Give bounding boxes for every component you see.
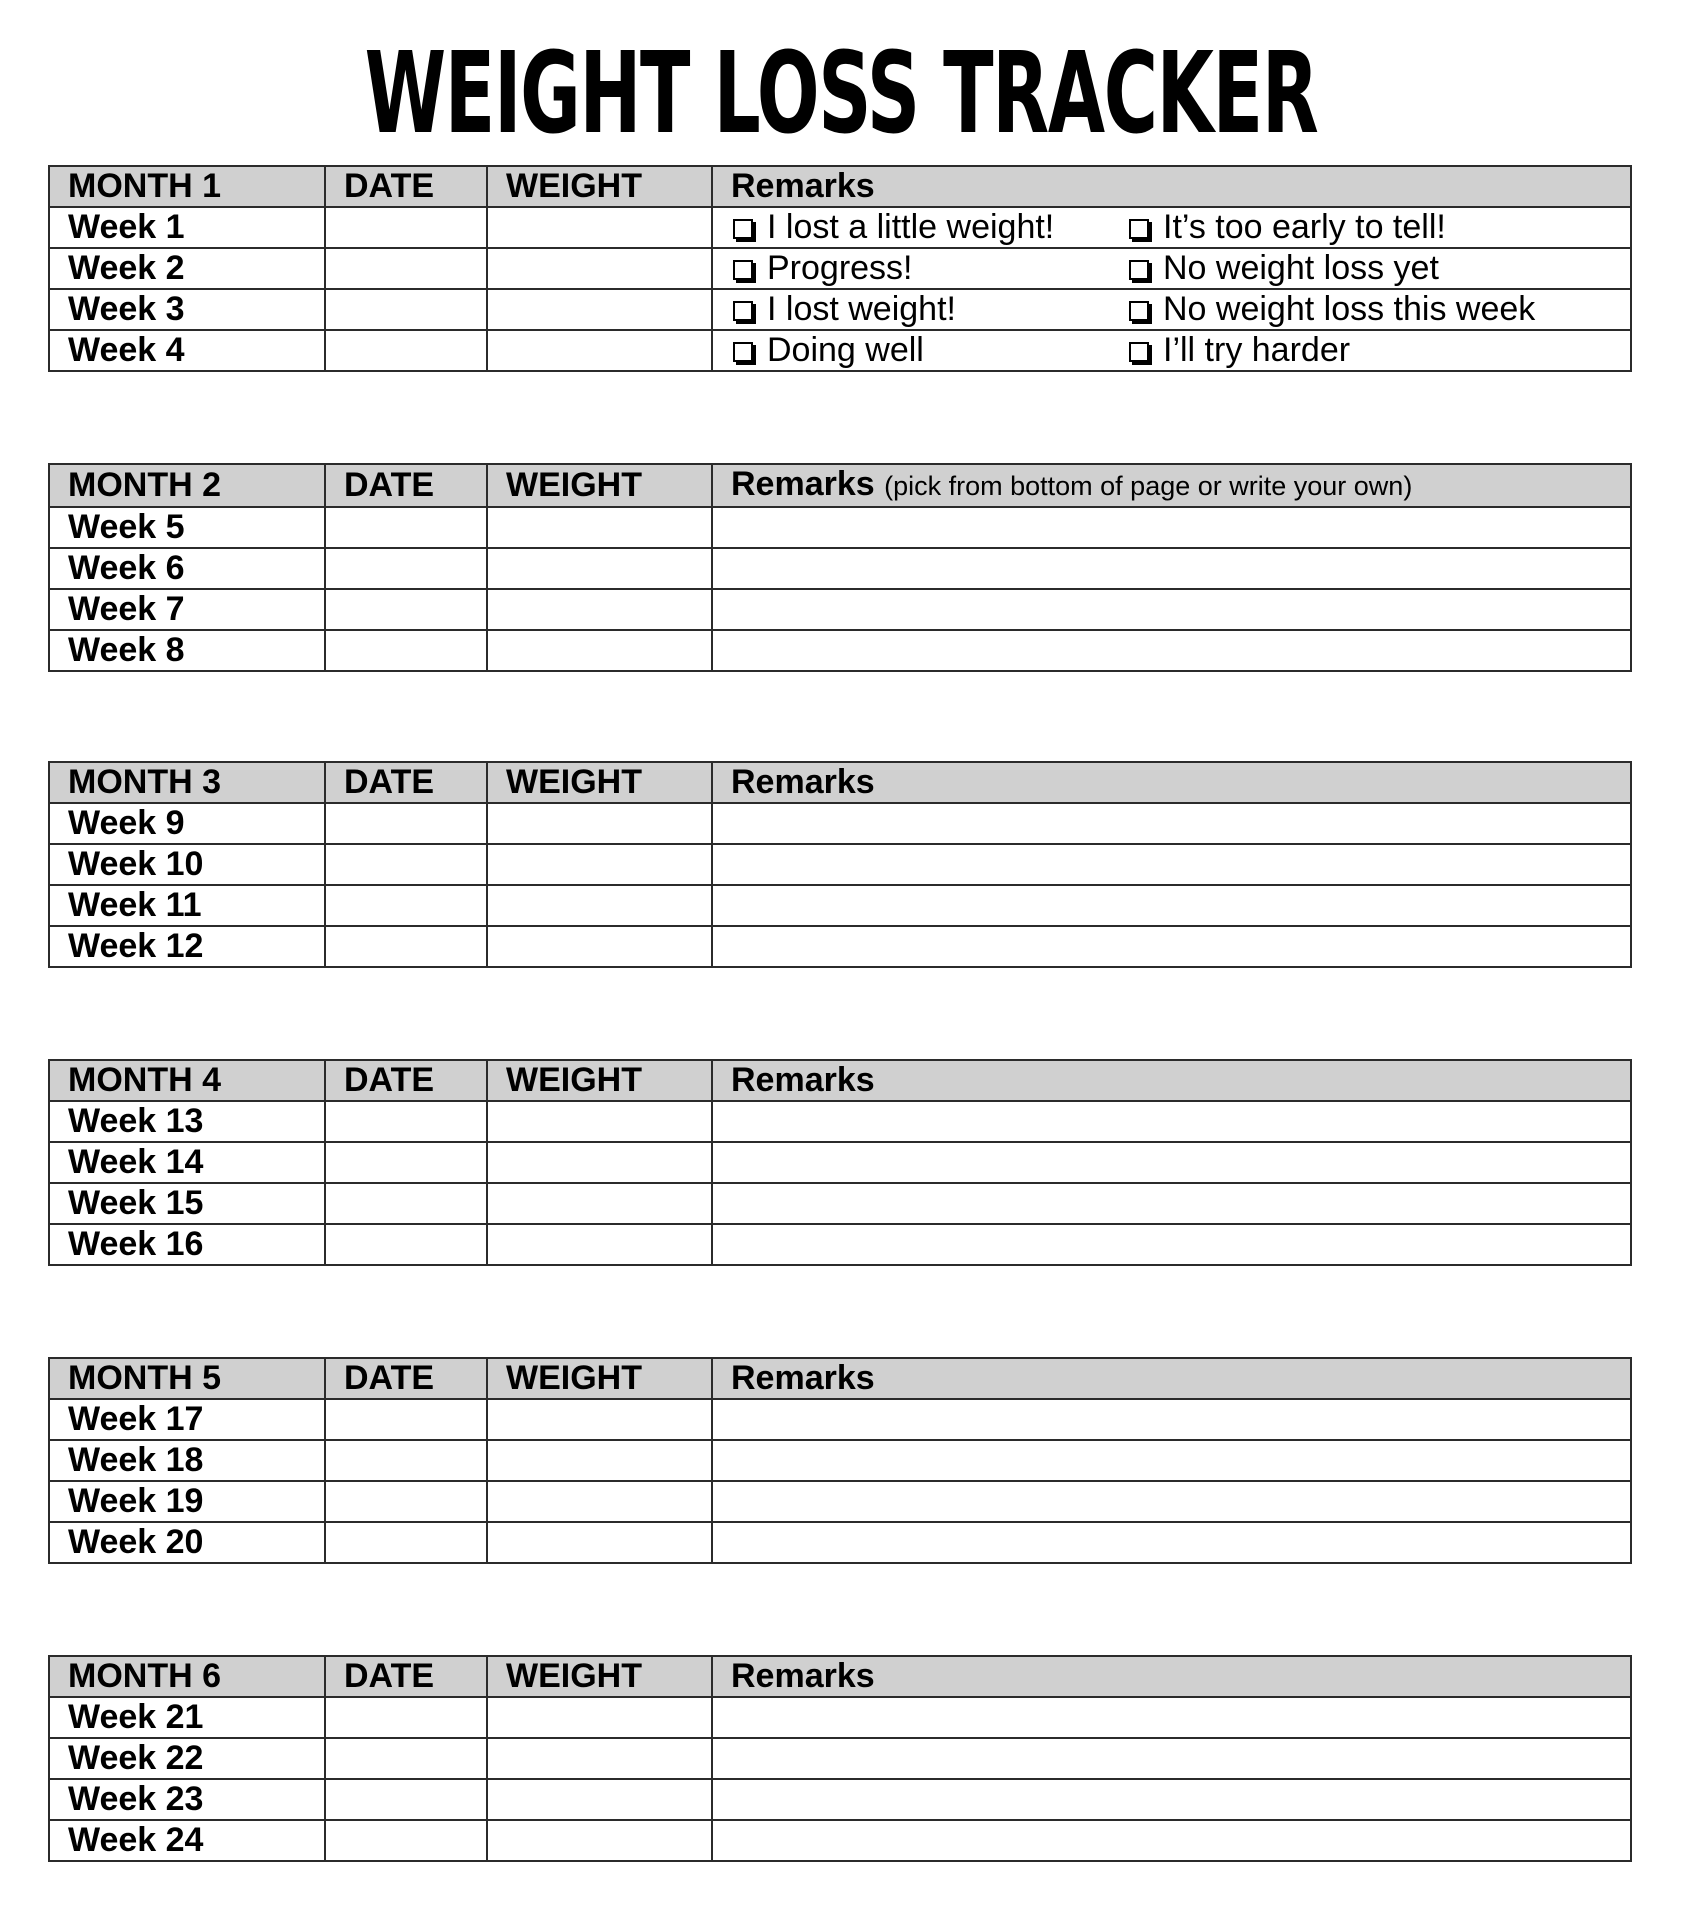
date-cell[interactable] [325,1142,487,1183]
weight-cell[interactable] [487,885,712,926]
table-row [49,207,1631,248]
weight-cell[interactable] [487,803,712,844]
table-row [49,289,1631,330]
date-cell[interactable] [325,1224,487,1265]
remarks-column-header: Remarks [712,1656,1631,1697]
week-label: Week 1 [49,207,325,248]
weight-column-header: WEIGHT [487,762,712,803]
remarks-options-cell [712,289,1631,330]
month-3-table [48,761,1632,968]
weight-cell[interactable] [487,926,712,967]
remarks-column-header: Remarks [712,1060,1631,1101]
remarks-cell[interactable] [712,589,1631,630]
page-title: WEIGHT LOSS TRACKER [364,29,1318,159]
table-row [49,630,1631,671]
table-row [49,1142,1631,1183]
weight-column-header: WEIGHT [487,1060,712,1101]
weight-cell[interactable] [487,1399,712,1440]
remarks-cell[interactable] [712,1101,1631,1142]
weight-cell[interactable] [487,1820,712,1861]
checkbox-icon[interactable] [733,342,753,362]
remark-option[interactable] [1129,249,1525,288]
week-label: Week 15 [49,1183,325,1224]
table-header-row [49,166,1631,207]
table-row [49,1183,1631,1224]
week-label: Week 22 [49,1738,325,1779]
table-row [49,1820,1631,1861]
weight-cell[interactable] [487,1738,712,1779]
weight-cell[interactable] [487,1183,712,1224]
date-cell[interactable] [325,1183,487,1224]
week-label: Week 8 [49,630,325,671]
table-row [49,1779,1631,1820]
week-label: Week 14 [49,1142,325,1183]
week-label: Week 17 [49,1399,325,1440]
date-cell[interactable] [325,330,487,371]
date-cell[interactable] [325,207,487,248]
table-row [49,1440,1631,1481]
week-label: Week 16 [49,1224,325,1265]
weight-cell[interactable] [487,248,712,289]
weight-cell[interactable] [487,1522,712,1563]
remarks-cell[interactable] [712,1820,1631,1861]
month-2-table [48,463,1632,672]
month-label: MONTH 6 [49,1656,325,1697]
checkbox-icon[interactable] [733,219,753,239]
date-cell[interactable] [325,1779,487,1820]
remarks-header-note: (pick from bottom of page or write your own) [884,471,1413,501]
month-6-table [48,1655,1632,1862]
remarks-column-header [712,464,1631,507]
table-header-row [49,464,1631,507]
remarks-cell[interactable] [712,507,1631,548]
date-cell[interactable] [325,844,487,885]
week-label: Week 13 [49,1101,325,1142]
checkbox-icon[interactable] [733,260,753,280]
week-label: Week 23 [49,1779,325,1820]
date-cell[interactable] [325,507,487,548]
weight-cell[interactable] [487,1101,712,1142]
remark-option[interactable] [1129,331,1525,370]
remark-option-label: It’s too early to tell! [1163,208,1446,246]
date-cell[interactable] [325,248,487,289]
remarks-cell[interactable] [712,1183,1631,1224]
date-cell[interactable] [325,289,487,330]
month-4-table [48,1059,1632,1266]
week-label: Week 2 [49,248,325,289]
date-column-header: DATE [325,464,487,507]
week-label: Week 4 [49,330,325,371]
weight-cell[interactable] [487,1440,712,1481]
table-row [49,1481,1631,1522]
remarks-options-cell [712,330,1631,371]
weight-cell[interactable] [487,844,712,885]
checkbox-icon[interactable] [733,301,753,321]
remark-option-label: Progress! [767,249,913,287]
month-label: MONTH 4 [49,1060,325,1101]
remarks-cell[interactable] [712,1142,1631,1183]
week-label: Week 11 [49,885,325,926]
table-row [49,926,1631,967]
date-cell[interactable] [325,1738,487,1779]
table-row [49,248,1631,289]
week-label: Week 9 [49,803,325,844]
remarks-column-header: Remarks [712,1358,1631,1399]
remark-option[interactable] [733,290,1129,329]
remarks-cell[interactable] [712,1399,1631,1440]
date-cell[interactable] [325,1399,487,1440]
week-label: Week 5 [49,507,325,548]
weight-cell[interactable] [487,1481,712,1522]
remarks-cell[interactable] [712,1481,1631,1522]
week-label: Week 24 [49,1820,325,1861]
date-column-header: DATE [325,1656,487,1697]
remarks-cell[interactable] [712,844,1631,885]
date-cell[interactable] [325,630,487,671]
remark-option[interactable] [1129,208,1525,247]
remark-option[interactable] [1129,290,1536,329]
remark-option-label: No weight loss this week [1163,290,1536,328]
week-label: Week 18 [49,1440,325,1481]
weight-column-header: WEIGHT [487,464,712,507]
weight-cell[interactable] [487,1697,712,1738]
table-row [49,330,1631,371]
table-header-row [49,1656,1631,1697]
table-row [49,1738,1631,1779]
weight-cell[interactable] [487,548,712,589]
table-row [49,507,1631,548]
weight-cell[interactable] [487,289,712,330]
table-header-row [49,1358,1631,1399]
month-1-table [48,165,1632,372]
date-cell[interactable] [325,548,487,589]
week-label: Week 21 [49,1697,325,1738]
weight-cell[interactable] [487,207,712,248]
remark-option-label: I’ll try harder [1163,331,1351,369]
weight-cell[interactable] [487,507,712,548]
week-label: Week 7 [49,589,325,630]
week-label: Week 20 [49,1522,325,1563]
remarks-cell[interactable] [712,926,1631,967]
date-cell[interactable] [325,1481,487,1522]
date-column-header: DATE [325,762,487,803]
week-label: Week 12 [49,926,325,967]
remark-option[interactable] [733,249,1129,288]
remarks-options-cell [712,207,1631,248]
weight-cell[interactable] [487,330,712,371]
remarks-cell[interactable] [712,548,1631,589]
week-label: Week 19 [49,1481,325,1522]
table-row [49,1399,1631,1440]
date-column-header: DATE [325,166,487,207]
week-label: Week 3 [49,289,325,330]
table-row [49,803,1631,844]
table-row [49,1522,1631,1563]
remarks-header-label: Remarks [731,465,875,503]
checkbox-icon[interactable] [1129,260,1149,280]
remark-option-label: Doing well [767,331,924,369]
date-cell[interactable] [325,926,487,967]
table-row [49,589,1631,630]
date-column-header: DATE [325,1358,487,1399]
date-cell[interactable] [325,1820,487,1861]
remarks-options-cell [712,248,1631,289]
month-label: MONTH 1 [49,166,325,207]
remarks-cell[interactable] [712,1697,1631,1738]
table-header-row [49,762,1631,803]
weight-cell[interactable] [487,630,712,671]
table-row [49,844,1631,885]
remarks-cell[interactable] [712,885,1631,926]
remark-option[interactable] [733,331,1129,370]
date-cell[interactable] [325,1440,487,1481]
checkbox-icon[interactable] [1129,219,1149,239]
remarks-cell[interactable] [712,1440,1631,1481]
remark-option[interactable] [733,208,1129,247]
remarks-cell[interactable] [712,1522,1631,1563]
month-5-table [48,1357,1632,1564]
date-column-header: DATE [325,1060,487,1101]
date-cell[interactable] [325,1697,487,1738]
remark-option-label: I lost weight! [767,290,956,328]
weight-column-header: WEIGHT [487,1656,712,1697]
checkbox-icon[interactable] [1129,342,1149,362]
weight-cell[interactable] [487,1779,712,1820]
table-row [49,1101,1631,1142]
remark-option-label: I lost a little weight! [767,208,1055,246]
weight-cell[interactable] [487,1224,712,1265]
weight-cell[interactable] [487,1142,712,1183]
week-label: Week 6 [49,548,325,589]
remarks-column-header: Remarks [712,762,1631,803]
table-header-row [49,1060,1631,1101]
remarks-cell[interactable] [712,630,1631,671]
weight-column-header: WEIGHT [487,1358,712,1399]
table-row [49,885,1631,926]
date-cell[interactable] [325,589,487,630]
weight-column-header: WEIGHT [487,166,712,207]
table-row [49,1224,1631,1265]
date-cell[interactable] [325,1101,487,1142]
month-label: MONTH 2 [49,464,325,507]
table-row [49,1697,1631,1738]
date-cell[interactable] [325,1522,487,1563]
remarks-cell[interactable] [712,803,1631,844]
weight-cell[interactable] [487,589,712,630]
remarks-cell[interactable] [712,1738,1631,1779]
month-label: MONTH 5 [49,1358,325,1399]
week-label: Week 10 [49,844,325,885]
remarks-column-header: Remarks [712,166,1631,207]
remarks-cell[interactable] [712,1779,1631,1820]
date-cell[interactable] [325,885,487,926]
remarks-cell[interactable] [712,1224,1631,1265]
table-row [49,548,1631,589]
remark-option-label: No weight loss yet [1163,249,1439,287]
checkbox-icon[interactable] [1129,301,1149,321]
date-cell[interactable] [325,803,487,844]
month-label: MONTH 3 [49,762,325,803]
